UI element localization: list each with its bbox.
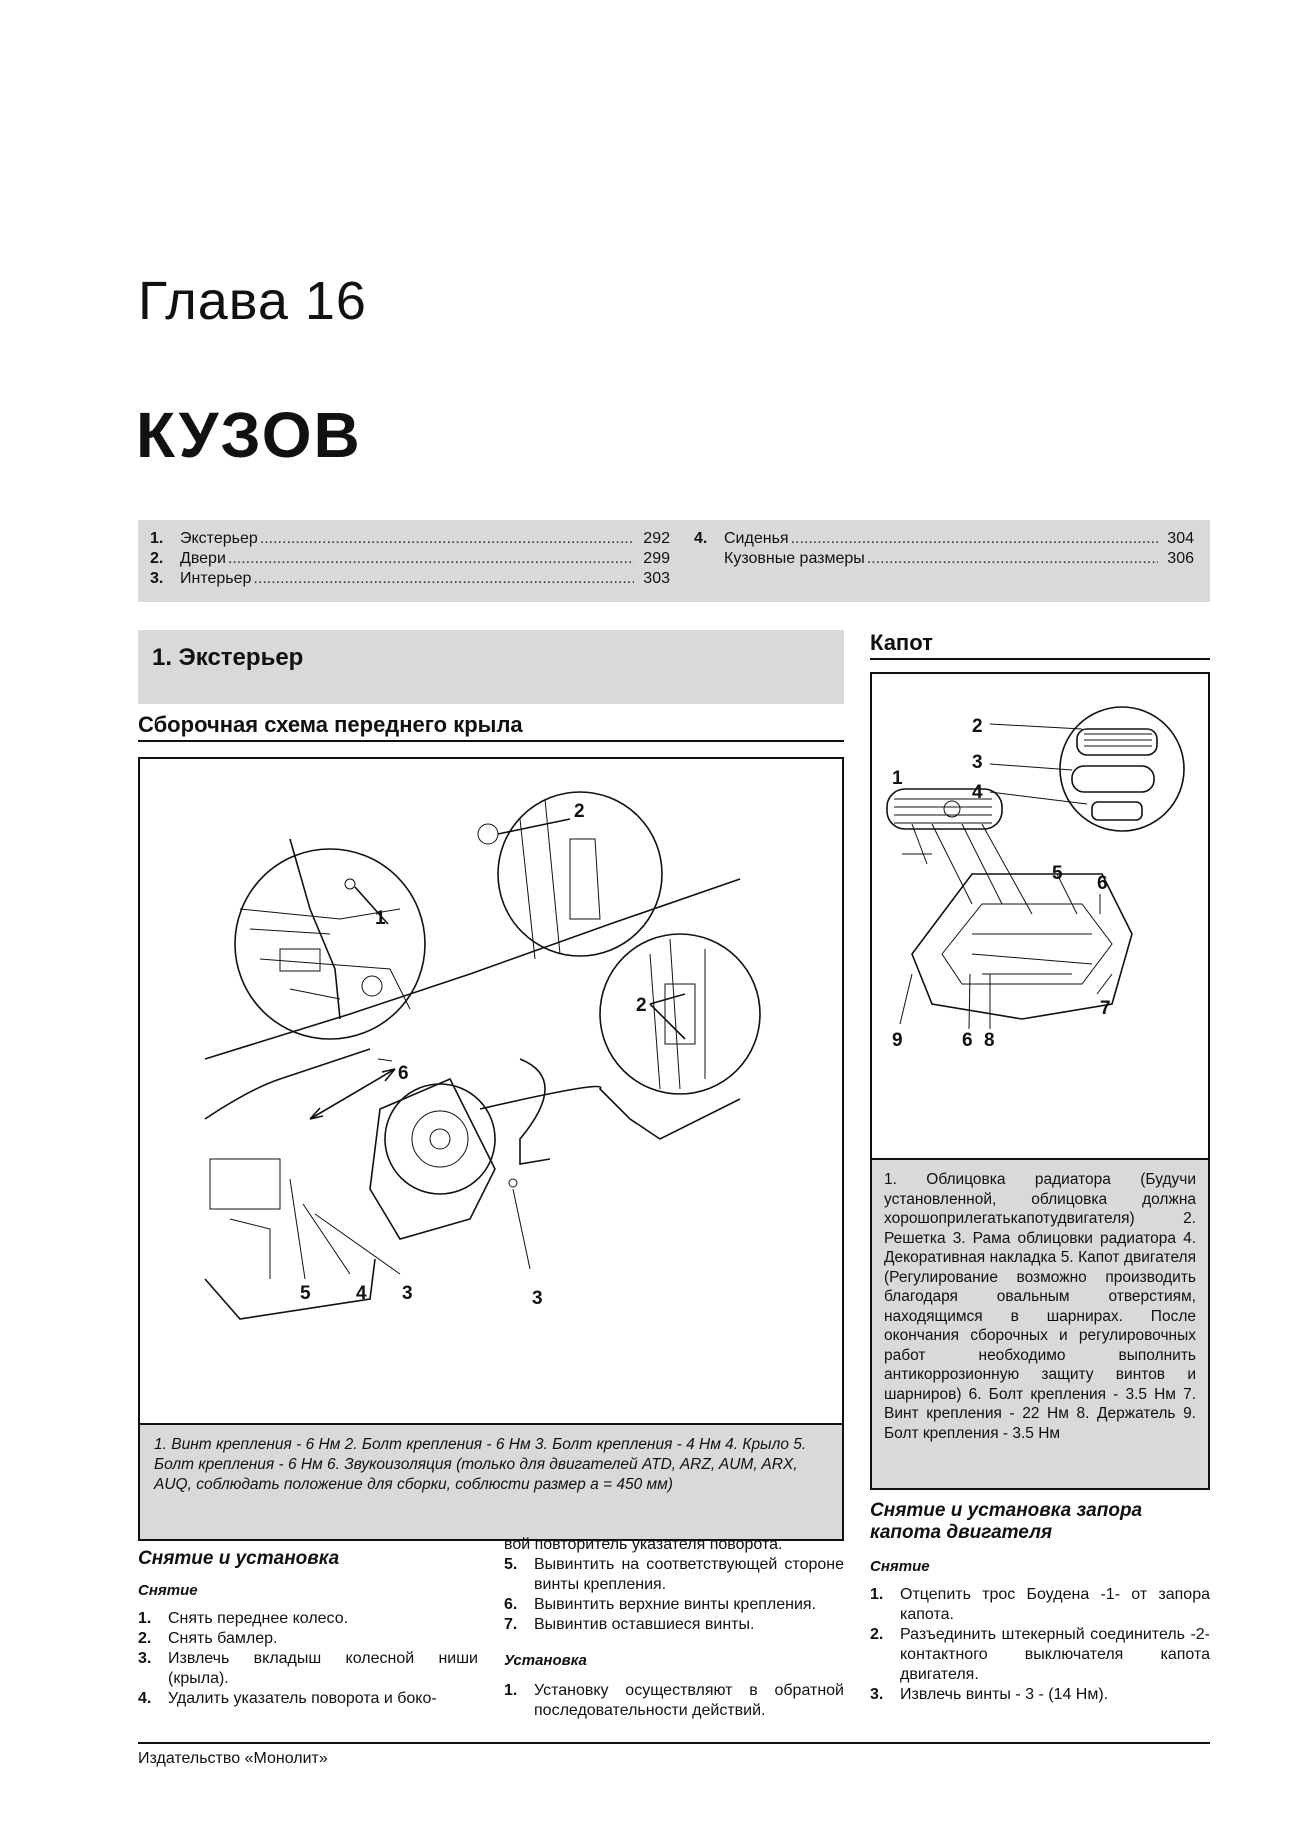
table-of-contents <box>138 520 1210 602</box>
step-number: 7. <box>504 1616 518 1633</box>
hood-lock-removal <box>870 1500 1210 1705</box>
step-text: Снять бамлер. <box>168 1630 278 1647</box>
removal-heading: Снятие и установка <box>138 1548 340 1569</box>
toc-number: 2. <box>150 550 164 567</box>
fender-removal-column-1 <box>138 1548 478 1709</box>
fender-illustration <box>140 759 842 1423</box>
lock-removal-subheading: Снятие <box>870 1558 930 1575</box>
fender-removal-column-2 <box>504 1535 844 1721</box>
step-text: Установку осуществляют в обратной последовательности действий. <box>534 1682 844 1719</box>
toc-label: Экстерьер <box>180 530 258 547</box>
toc-label: Кузовные размеры <box>724 550 865 567</box>
toc-entry[interactable] <box>694 550 1194 570</box>
fender-diagram-heading: Сборочная схема переднего крыла <box>138 712 844 742</box>
callout-number: 3 <box>532 1288 543 1309</box>
callout-number: 1 <box>375 908 386 929</box>
chapter-title: КУЗОВ <box>136 399 362 471</box>
callout-number: 4 <box>356 1283 367 1304</box>
callout-number: 5 <box>1052 863 1063 884</box>
radiator-cover <box>887 789 1002 829</box>
step-continuation: вой повторитель указателя поворота. <box>504 1536 783 1553</box>
toc-page: 292 <box>643 530 670 547</box>
hood-assembly-figure <box>870 672 1210 1160</box>
step-text: Вывинтить на соответствующей стороне винты крепления. <box>534 1556 844 1593</box>
toc-number: 1. <box>150 530 164 547</box>
publisher-footer: Издательство «Монолит» <box>138 1750 328 1767</box>
callout-number: 8 <box>984 1030 995 1051</box>
hood-figure-caption: 1. Облицовка радиатора (Будучи установленной, облицовка должна хорошоприлегатькапотудвигателя) 2. Решетка 3. Рама облицовки радиатора 4. Декоративная накладка 5. Капот двигателя (Регулирование возможно производить благодаря овальным отверстиям, находящимся в шарнирах. После окончания сборочных и регулировочных работ необходимо выполнить антикоррозионную защиту винтов и шарниров) 6. Болт крепления - 3.5 Нм 7. Винт крепления - 22 Нм 8. Держатель 9. Болт крепления - 3.5 Нм <box>870 1160 1210 1490</box>
callout-number: 4 <box>972 782 983 803</box>
toc-leader <box>228 550 634 568</box>
list-item <box>504 1681 844 1721</box>
toc-leader <box>867 550 1158 568</box>
step-text: Вывинтить верхние винты крепления. <box>534 1596 816 1613</box>
step-number: 1. <box>870 1586 884 1603</box>
fender-assembly-figure <box>138 757 844 1425</box>
step-text: Извлечь винты - 3 - (14 Нм). <box>900 1686 1109 1703</box>
hood-body <box>902 824 1132 1019</box>
hinge-detail-upper <box>478 799 600 959</box>
step-number: 1. <box>504 1682 518 1699</box>
hinge-detail-lower <box>650 939 705 1089</box>
toc-number: 4. <box>694 530 708 547</box>
toc-left-column <box>150 530 670 590</box>
toc-label: Двери <box>180 550 226 567</box>
step-number: 3. <box>870 1686 884 1703</box>
step-text: Извлечь вкладыш колесной ниши (крыла). <box>168 1650 478 1687</box>
callout-number: 9 <box>892 1030 903 1051</box>
step-number: 4. <box>138 1690 152 1707</box>
step-text: Разъединить штекерный соединитель -2- контактного выключателя капота двигателя. <box>900 1626 1210 1683</box>
grille-detail <box>1072 729 1157 820</box>
step-text: Отцепить трос Боудена -1- от запора капота. <box>900 1586 1210 1623</box>
removal-subheading: Снятие <box>138 1582 198 1599</box>
install-subheading: Установка <box>504 1652 587 1669</box>
step-number: 2. <box>138 1630 152 1647</box>
list-item <box>138 1629 478 1649</box>
callout-number: 7 <box>1100 998 1111 1019</box>
step-number: 1. <box>138 1610 152 1627</box>
toc-page: 303 <box>643 570 670 587</box>
list-item <box>504 1615 844 1635</box>
step-number: 6. <box>504 1596 518 1613</box>
step-text: Вывинтив оставшиеся винты. <box>534 1616 755 1633</box>
list-item <box>138 1609 478 1629</box>
callout-number: 6 <box>962 1030 973 1051</box>
toc-page: 304 <box>1167 530 1194 547</box>
callout-number: 3 <box>972 752 983 773</box>
step-number: 5. <box>504 1556 518 1573</box>
callout-number: 2 <box>574 801 585 822</box>
lock-removal-heading: Снятие и установка запора капота двигателя <box>870 1500 1143 1543</box>
toc-entry[interactable] <box>150 570 670 590</box>
toc-label: Сиденья <box>724 530 789 547</box>
section-header <box>138 630 844 704</box>
list-item <box>870 1585 1210 1625</box>
footer-rule <box>138 1742 1210 1744</box>
detail-circle <box>235 849 425 1039</box>
step-number: 3. <box>138 1650 152 1667</box>
callout-number: 5 <box>300 1283 311 1304</box>
callout-number: 6 <box>1097 873 1108 894</box>
toc-entry[interactable] <box>694 530 1194 550</box>
toc-leader <box>791 530 1158 548</box>
callout-number: 3 <box>402 1283 413 1304</box>
toc-right-column <box>694 530 1194 570</box>
chapter-number: Глава 16 <box>138 271 367 331</box>
toc-number: 3. <box>150 570 164 587</box>
list-item <box>870 1625 1210 1685</box>
callout-number: 1 <box>892 768 903 789</box>
list-item <box>138 1649 478 1689</box>
toc-entry[interactable] <box>150 530 670 550</box>
callout-number: 6 <box>398 1063 409 1084</box>
list-item <box>504 1555 844 1595</box>
step-text: Снять переднее колесо. <box>168 1610 349 1627</box>
car-body-outline <box>205 879 740 1319</box>
toc-page: 299 <box>643 550 670 567</box>
list-item <box>504 1595 844 1615</box>
toc-page: 306 <box>1167 550 1194 567</box>
list-item <box>870 1685 1210 1705</box>
hood-illustration <box>872 674 1208 1158</box>
step-number: 2. <box>870 1626 884 1643</box>
list-item <box>138 1689 478 1709</box>
section-title: 1. Экстерьер <box>152 644 304 671</box>
toc-label: Интерьер <box>180 570 252 587</box>
toc-leader <box>253 570 634 588</box>
callout-leaders <box>900 724 1112 1029</box>
toc-entry[interactable] <box>150 550 670 570</box>
callout-number: 2 <box>972 716 983 737</box>
callout-number: 2 <box>636 995 647 1016</box>
hood-heading: Капот <box>870 630 1210 660</box>
toc-leader <box>260 530 634 548</box>
fender-figure-caption: 1. Винт крепления - 6 Нм 2. Болт крепления - 6 Нм 3. Болт крепления - 4 Нм 4. Крыло 5. Болт крепления - 6 Нм 6. Звукоизоляция (только для двигателей ATD, ARZ, AUM, ARX, AUQ, соблюдать положение для сборки, соблюсти размер а = 450 мм) <box>138 1425 844 1541</box>
detail-circle <box>600 934 760 1094</box>
detail-circle <box>1060 707 1184 831</box>
step-text: Удалить указатель поворота и боко- <box>168 1690 437 1707</box>
